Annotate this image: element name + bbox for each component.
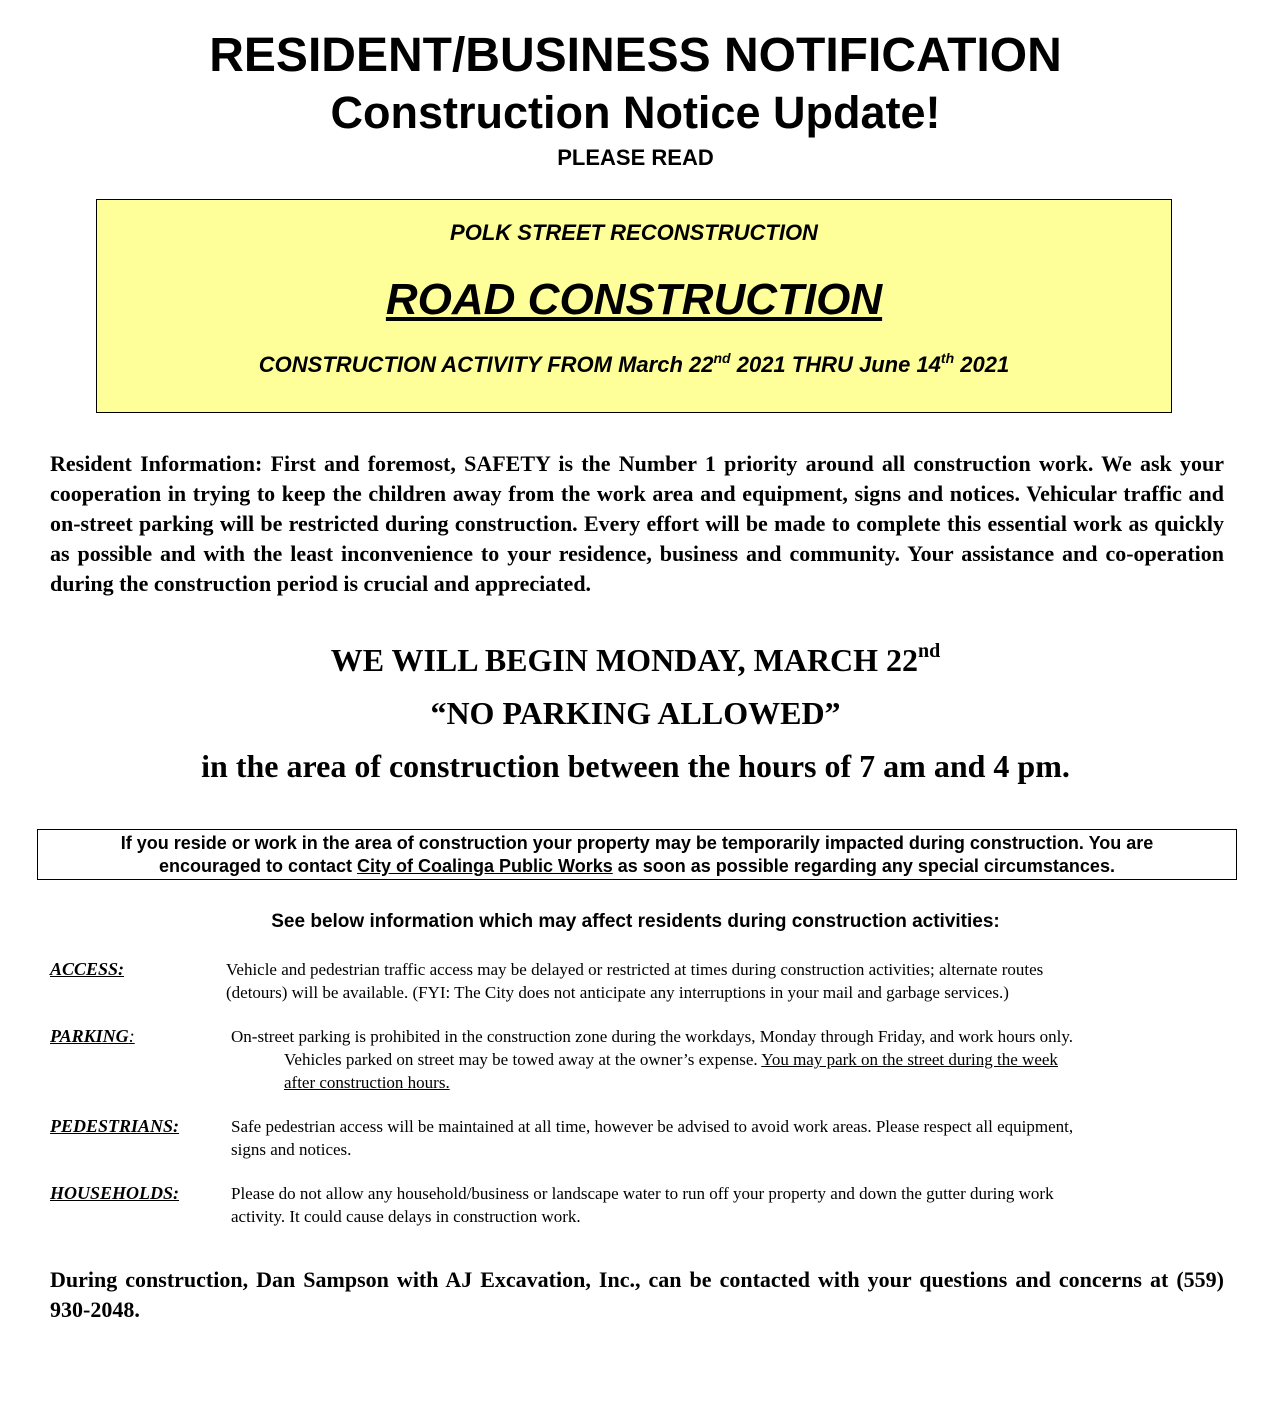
- public-works-link[interactable]: City of Coalinga Public Works: [357, 856, 613, 876]
- parking-text-line-1: On-street parking is prohibited in the construction zone during the workdays, Monday through Friday, and work hours only.: [231, 1027, 1073, 1046]
- pedestrians-text-line-2: signs and notices.: [231, 1140, 352, 1159]
- public-works-notice-box: [37, 829, 1237, 880]
- project-info-box: [96, 199, 1172, 413]
- notice-line-2: encouraged to contact City of Coalinga Public Works as soon as possible regarding any special circumstances.: [159, 856, 1115, 876]
- no-parking-announcement: “NO PARKING ALLOWED”: [430, 695, 841, 731]
- please-read-label: PLEASE READ: [557, 145, 714, 170]
- project-name: POLK STREET RECONSTRUCTION: [450, 220, 818, 245]
- construction-hours-announcement: in the area of construction between the hours of 7 am and 4 pm.: [201, 748, 1070, 784]
- notice-update-subtitle: Construction Notice Update!: [330, 87, 941, 138]
- access-text-line-1: Vehicle and pedestrian traffic access may be delayed or restricted at times during construction activities; alternate routes: [226, 960, 1044, 979]
- begin-date-announcement: WE WILL BEGIN MONDAY, MARCH 22nd: [330, 640, 941, 678]
- households-label: HOUSEHOLDS:: [50, 1183, 180, 1203]
- road-construction-headline: ROAD CONSTRUCTION: [385, 275, 883, 324]
- access-label: ACCESS:: [50, 959, 125, 979]
- households-text-line-2: activity. It could cause delays in construction work.: [231, 1207, 581, 1226]
- notification-title: RESIDENT/BUSINESS NOTIFICATION: [209, 29, 1062, 82]
- pedestrians-label: PEDESTRIANS:: [50, 1116, 180, 1136]
- parking-text-line-2: Vehicles parked on street may be towed away at the owner’s expense. You may park on the street during the week: [284, 1050, 1058, 1069]
- parking-label: PARKING:: [50, 1026, 135, 1046]
- access-text-line-2: (detours) will be available. (FYI: The City does not anticipate any interruptions in your mail and garbage services.): [226, 983, 1009, 1002]
- contact-paragraph: During construction, Dan Sampson with AJ Excavation, Inc., can be contacted with your questions and concerns at (559) 930-2048.: [50, 1267, 1224, 1322]
- households-text-line-1: Please do not allow any household/business or landscape water to run off your property and down the gutter during work: [231, 1184, 1054, 1203]
- pedestrians-text-line-1: Safe pedestrian access will be maintained at all time, however be advised to avoid work areas. Please respect all equipment,: [231, 1117, 1074, 1136]
- notice-line-1: If you reside or work in the area of construction your property may be temporarily impacted during construction. You are: [120, 833, 1154, 853]
- construction-dates: CONSTRUCTION ACTIVITY FROM March 22nd 2021 THRU June 14th 2021: [258, 350, 1010, 377]
- resident-information-paragraph: Resident Information: First and foremost, SAFETY is the Number 1 priority around all construction work. We ask your cooperation in trying to keep the children away from the work area and equipment, signs and notices. Vehicular traffic and on-street parking will be restricted during construction. Every effort will be made to complete this essential work as quickly as possible and with the least inconvenience to your residence, business and community. Your assistance and co-operation during the construction period is crucial and appreciated.: [50, 451, 1224, 596]
- see-below-heading: See below information which may affect residents during construction activities:: [271, 911, 1000, 932]
- parking-text-line-3: after construction hours.: [284, 1073, 450, 1092]
